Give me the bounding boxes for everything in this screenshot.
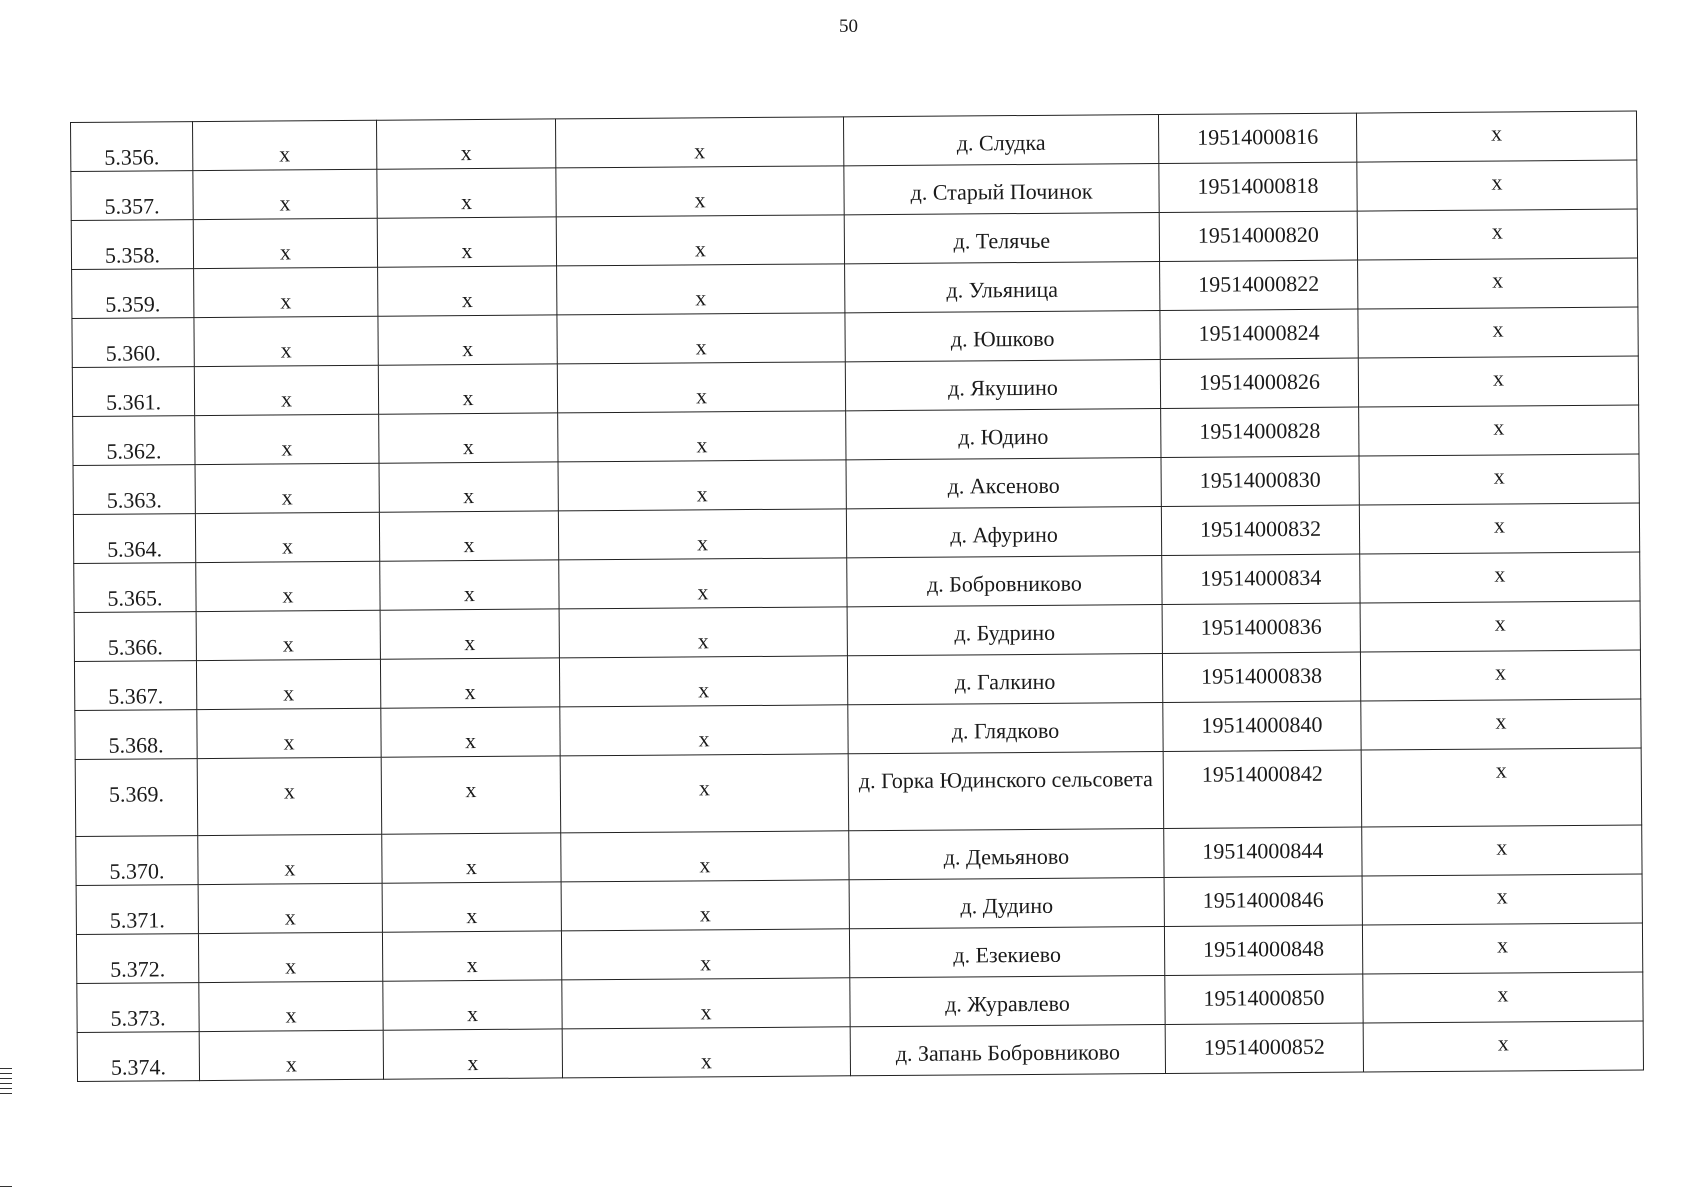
oktmo-code-cell-text: 19514000836	[1200, 613, 1322, 640]
column-2-cell	[198, 932, 382, 982]
column-7-cell	[1360, 601, 1640, 652]
row-number-cell-text: 5.374.	[110, 1054, 167, 1080]
column-3-cell-text: x	[466, 952, 478, 978]
column-4-cell-text: x	[698, 775, 710, 801]
row-number-cell	[73, 416, 195, 466]
column-2-cell-text: x	[281, 484, 293, 510]
column-2-cell-text: x	[279, 190, 291, 216]
oktmo-code-cell-text: 19514000842	[1201, 760, 1323, 787]
settlements-table-wrapper	[70, 111, 1643, 1082]
oktmo-code-cell	[1162, 554, 1360, 604]
column-3-cell-text: x	[467, 1050, 479, 1076]
column-2-cell	[193, 120, 377, 170]
column-4-cell-text: x	[700, 1048, 712, 1074]
settlement-name-cell	[848, 703, 1163, 754]
settlement-name-cell	[846, 458, 1161, 509]
column-2-cell-text: x	[282, 631, 294, 657]
column-4-cell-text: x	[699, 901, 711, 927]
column-2-cell	[196, 561, 380, 611]
column-4-cell	[558, 509, 846, 560]
column-4-cell-text: x	[695, 285, 707, 311]
column-7-cell-text: x	[1494, 659, 1507, 685]
column-3-cell	[379, 511, 558, 561]
column-3-cell-text: x	[463, 581, 476, 607]
row-number-cell	[72, 367, 194, 417]
row-number-cell	[74, 612, 196, 662]
table-body	[71, 111, 1644, 1081]
column-3-cell-text: x	[466, 1001, 479, 1027]
column-4-cell-text: x	[700, 999, 712, 1025]
column-3-cell-text: x	[461, 238, 473, 264]
settlement-name-cell-text: д. Юшково	[950, 325, 1055, 352]
column-3-cell-text: x	[464, 728, 477, 754]
row-number-cell	[74, 563, 196, 613]
column-7-cell-text: x	[1493, 414, 1505, 440]
settlement-name-cell	[846, 409, 1161, 460]
settlement-name-cell	[849, 926, 1164, 977]
column-4-cell	[556, 166, 844, 217]
column-3-cell	[381, 707, 560, 757]
column-2-cell	[196, 659, 380, 709]
margin-mark	[0, 1088, 12, 1089]
column-2-cell	[193, 218, 377, 268]
column-2-cell-text: x	[281, 435, 293, 461]
column-3-cell	[382, 882, 561, 932]
oktmo-code-cell-text: 19514000846	[1202, 886, 1324, 913]
page-number: 50	[839, 16, 858, 37]
column-2-cell-text: x	[284, 904, 296, 930]
settlement-name-cell	[845, 311, 1160, 362]
oktmo-code-cell-text: 19514000820	[1197, 221, 1319, 248]
row-number-cell	[74, 661, 196, 711]
oktmo-code-cell	[1159, 211, 1357, 261]
column-2-cell	[199, 1030, 383, 1080]
settlement-name-cell	[847, 556, 1162, 607]
column-3-cell	[378, 364, 557, 414]
column-7-cell-text: x	[1493, 512, 1506, 538]
settlement-name-cell	[850, 975, 1165, 1026]
column-7-cell	[1361, 699, 1641, 750]
oktmo-code-cell	[1163, 701, 1361, 751]
column-3-cell	[378, 315, 557, 365]
oktmo-code-cell	[1162, 603, 1360, 653]
oktmo-code-cell	[1164, 827, 1362, 877]
oktmo-code-cell	[1164, 925, 1362, 975]
row-number-cell-text: 5.367.	[108, 683, 164, 709]
oktmo-code-cell-text: 19514000840	[1201, 711, 1323, 738]
oktmo-code-cell	[1162, 652, 1360, 702]
column-4-cell	[559, 656, 847, 707]
column-3-cell	[381, 756, 561, 834]
column-7-cell-text: x	[1491, 120, 1503, 146]
row-number-cell	[73, 514, 195, 564]
column-2-cell-text: x	[285, 953, 297, 979]
row-number-cell	[75, 759, 198, 837]
column-7-cell-text: x	[1495, 757, 1507, 783]
column-4-cell	[557, 362, 845, 413]
column-3-cell	[378, 266, 557, 316]
row-number-cell-text: 5.357.	[104, 193, 160, 219]
column-3-cell	[382, 833, 561, 883]
column-7-cell	[1357, 209, 1637, 260]
settlement-name-cell-text: д. Езекиево	[953, 941, 1062, 968]
row-number-cell	[72, 318, 194, 368]
oktmo-code-cell	[1158, 113, 1356, 163]
settlement-name-cell-text: д. Дудино	[960, 892, 1054, 919]
settlement-name-cell-text: д. Глядково	[951, 717, 1060, 744]
column-4-cell	[561, 929, 849, 980]
oktmo-code-cell	[1164, 876, 1362, 926]
column-4-cell	[557, 264, 845, 315]
column-7-cell	[1360, 650, 1640, 701]
oktmo-code-cell-text: 19514000852	[1203, 1033, 1325, 1060]
settlement-name-cell	[845, 262, 1160, 313]
settlement-name-cell-text: д. Бобровниково	[926, 570, 1082, 597]
column-7-cell-text: x	[1491, 169, 1503, 195]
column-7-cell	[1356, 111, 1636, 162]
row-number-cell-text: 5.373.	[110, 1005, 166, 1031]
settlement-name-cell-text: д. Аксеново	[947, 472, 1060, 499]
column-7-cell	[1358, 356, 1638, 407]
column-4-cell-text: x	[694, 187, 706, 213]
settlement-name-cell-text: д. Якушино	[948, 374, 1058, 401]
column-4-cell-text: x	[698, 677, 710, 703]
column-7-cell	[1362, 874, 1642, 925]
column-4-cell-text: x	[697, 530, 709, 556]
margin-mark	[0, 1073, 12, 1074]
oktmo-code-cell-text: 19514000834	[1200, 564, 1322, 591]
oktmo-code-cell-text: 19514000832	[1199, 515, 1322, 542]
settlement-name-cell-text: д. Горка Юдинского сельсовета	[858, 766, 1153, 794]
column-2-cell	[198, 834, 382, 884]
row-number-cell-text: 5.368.	[108, 732, 164, 758]
column-7-cell	[1362, 923, 1642, 974]
settlement-name-cell	[849, 829, 1164, 880]
column-3-cell-text: x	[460, 140, 472, 166]
settlement-name-cell-text: д. Галкино	[954, 668, 1056, 695]
column-3-cell-text: x	[466, 903, 478, 929]
row-number-cell-text: 5.360.	[105, 340, 161, 366]
column-4-cell-text: x	[694, 138, 706, 164]
column-4-cell-text: x	[695, 383, 708, 409]
settlements-table	[70, 111, 1644, 1082]
column-4-cell-text: x	[697, 628, 709, 654]
column-7-cell-text: x	[1493, 463, 1505, 489]
column-4-cell-text: x	[696, 481, 708, 507]
column-3-cell-text: x	[465, 777, 477, 803]
settlement-name-cell	[849, 878, 1164, 929]
column-7-cell-text: x	[1496, 834, 1508, 860]
row-number-cell	[71, 122, 193, 172]
column-7-cell	[1357, 160, 1637, 211]
column-2-cell	[196, 610, 380, 660]
column-2-cell-text: x	[279, 141, 291, 167]
column-4-cell	[561, 880, 849, 931]
column-2-cell-text: x	[283, 729, 295, 755]
column-7-cell	[1359, 405, 1639, 456]
column-2-cell-text: x	[283, 778, 296, 804]
column-3-cell	[380, 609, 559, 659]
oktmo-code-cell-text: 19514000818	[1197, 172, 1319, 199]
column-4-cell	[557, 313, 845, 364]
column-4-cell	[559, 607, 847, 658]
column-3-cell-text: x	[462, 434, 474, 460]
margin-mark	[0, 1068, 12, 1069]
column-7-cell-text: x	[1494, 561, 1506, 587]
row-number-cell	[76, 934, 198, 984]
oktmo-code-cell-text: 19514000822	[1198, 270, 1320, 297]
margin-mark	[0, 1093, 12, 1094]
column-2-cell-text: x	[283, 680, 295, 706]
settlement-name-cell	[847, 654, 1162, 705]
settlement-name-cell-text: д. Демьяново	[943, 843, 1070, 870]
row-number-cell	[77, 1032, 199, 1082]
margin-mark	[0, 1083, 12, 1084]
oktmo-code-cell-text: 19514000830	[1199, 466, 1321, 493]
column-2-cell-text: x	[285, 1002, 297, 1028]
row-number-cell-text: 5.371.	[109, 907, 165, 933]
column-7-cell-text: x	[1496, 883, 1508, 909]
column-3-cell	[379, 413, 558, 463]
column-7-cell	[1359, 503, 1639, 554]
row-number-cell-text: 5.370.	[109, 858, 165, 884]
column-4-cell	[558, 460, 846, 511]
column-2-cell	[195, 512, 379, 562]
column-2-cell	[194, 365, 378, 415]
settlement-name-cell-text: д. Запань Бобровниково	[895, 1039, 1120, 1066]
column-2-cell	[197, 708, 381, 758]
row-number-cell	[76, 885, 198, 935]
settlement-name-cell	[850, 1024, 1165, 1075]
row-number-cell-text: 5.372.	[110, 956, 166, 982]
column-7-cell	[1363, 1021, 1643, 1072]
column-7-cell-text: x	[1492, 267, 1504, 293]
column-3-cell	[380, 560, 559, 610]
oktmo-code-cell	[1161, 456, 1359, 506]
column-4-cell	[555, 117, 843, 168]
column-4-cell-text: x	[700, 950, 712, 976]
column-4-cell-text: x	[695, 334, 707, 360]
margin-mark	[0, 1186, 12, 1187]
column-7-cell	[1362, 825, 1642, 876]
column-3-cell	[377, 217, 556, 267]
oktmo-code-cell	[1161, 407, 1359, 457]
column-3-cell-text: x	[462, 385, 474, 411]
oktmo-code-cell-text: 19514000828	[1199, 417, 1321, 444]
oktmo-code-cell-text: 19514000844	[1202, 837, 1324, 864]
oktmo-code-cell-text: 19514000816	[1197, 123, 1319, 150]
settlement-name-cell	[848, 752, 1164, 831]
row-number-cell-text: 5.362.	[106, 438, 162, 464]
oktmo-code-cell	[1165, 974, 1363, 1024]
settlement-name-cell-text: д. Журавлево	[945, 990, 1070, 1017]
column-4-cell-text: x	[696, 432, 708, 458]
oktmo-code-cell-text: 19514000824	[1198, 319, 1320, 346]
column-2-cell-text: x	[284, 855, 296, 881]
oktmo-code-cell	[1165, 1023, 1363, 1073]
column-3-cell	[379, 462, 558, 512]
column-7-cell	[1361, 748, 1642, 827]
column-7-cell-text: x	[1497, 1030, 1509, 1056]
settlement-name-cell-text: д. Телячье	[953, 227, 1051, 254]
row-number-cell	[73, 465, 195, 515]
column-4-cell-text: x	[698, 726, 710, 752]
column-4-cell-text: x	[697, 579, 709, 605]
oktmo-code-cell	[1159, 162, 1357, 212]
row-number-cell-text: 5.366.	[107, 634, 163, 660]
column-7-cell	[1363, 972, 1643, 1023]
column-3-cell-text: x	[464, 679, 476, 705]
column-7-cell-text: x	[1497, 981, 1509, 1007]
settlement-name-cell	[845, 360, 1160, 411]
column-4-cell	[560, 705, 848, 756]
column-7-cell-text: x	[1492, 365, 1505, 391]
column-2-cell	[194, 316, 378, 366]
row-number-cell-text: 5.359.	[105, 291, 161, 317]
column-4-cell	[560, 754, 849, 833]
row-number-cell	[75, 710, 197, 760]
column-4-cell	[562, 978, 850, 1029]
oktmo-code-cell	[1160, 309, 1358, 359]
column-7-cell-text: x	[1492, 316, 1504, 342]
column-7-cell-text: x	[1494, 610, 1506, 636]
settlement-name-cell	[843, 115, 1158, 166]
column-3-cell-text: x	[463, 483, 475, 509]
column-7-cell	[1358, 307, 1638, 358]
column-2-cell-text: x	[285, 1051, 298, 1077]
column-3-cell	[376, 119, 555, 169]
row-number-cell	[71, 171, 193, 221]
column-2-cell-text: x	[280, 337, 292, 363]
column-2-cell-text: x	[282, 533, 294, 559]
column-7-cell	[1358, 258, 1638, 309]
margin-mark	[0, 1078, 12, 1079]
column-2-cell	[195, 463, 379, 513]
settlement-name-cell-text: д. Старый Починок	[910, 178, 1093, 205]
column-2-cell	[198, 883, 382, 933]
column-7-cell-text: x	[1491, 218, 1503, 244]
oktmo-code-cell-text: 19514000848	[1203, 935, 1325, 962]
settlement-name-cell	[847, 605, 1162, 656]
column-2-cell	[194, 267, 378, 317]
column-4-cell-text: x	[694, 236, 707, 262]
column-3-cell-text: x	[462, 336, 474, 362]
column-2-cell-text: x	[282, 582, 294, 608]
oktmo-code-cell-text: 19514000826	[1198, 368, 1321, 395]
column-4-cell	[561, 831, 849, 882]
column-2-cell	[193, 169, 377, 219]
column-2-cell-text: x	[280, 386, 293, 412]
row-number-cell-text: 5.364.	[107, 536, 163, 562]
row-number-cell-text: 5.365.	[107, 585, 163, 611]
column-3-cell	[377, 168, 556, 218]
column-2-cell	[199, 981, 383, 1031]
row-number-cell	[76, 836, 198, 886]
oktmo-code-cell	[1163, 750, 1362, 828]
column-3-cell-text: x	[465, 854, 478, 880]
row-number-cell-text: 5.361.	[105, 389, 162, 415]
column-3-cell	[383, 1029, 562, 1079]
oktmo-code-cell	[1161, 505, 1359, 555]
column-4-cell	[562, 1027, 850, 1078]
column-7-cell-text: x	[1495, 708, 1507, 734]
row-number-cell	[77, 983, 199, 1033]
table-row	[75, 748, 1642, 836]
settlement-name-cell-text: д. Ульяница	[946, 276, 1059, 303]
column-2-cell-text: x	[280, 288, 292, 314]
table-row	[77, 1021, 1643, 1081]
column-3-cell-text: x	[463, 532, 475, 558]
oktmo-code-cell-text: 19514000838	[1201, 662, 1323, 689]
column-2-cell	[195, 414, 379, 464]
column-3-cell	[380, 658, 559, 708]
oktmo-code-cell	[1160, 260, 1358, 310]
column-4-cell	[559, 558, 847, 609]
oktmo-code-cell-text: 19514000850	[1203, 984, 1325, 1011]
column-3-cell-text: x	[461, 189, 473, 215]
row-number-cell-text: 5.358.	[104, 242, 161, 268]
column-2-cell	[197, 757, 382, 835]
row-number-cell-text: 5.356.	[104, 144, 160, 170]
settlement-name-cell	[844, 213, 1159, 264]
column-4-cell	[558, 411, 846, 462]
row-number-cell	[72, 269, 194, 319]
settlement-name-cell-text: д. Слудка	[956, 129, 1046, 156]
settlement-name-cell-text: д. Юдино	[958, 423, 1049, 450]
column-7-cell	[1359, 454, 1639, 505]
column-3-cell	[382, 931, 561, 981]
column-3-cell-text: x	[461, 287, 473, 313]
settlement-name-cell	[844, 164, 1159, 215]
settlement-name-cell-text: д. Афурино	[950, 521, 1058, 548]
column-2-cell-text: x	[279, 239, 292, 265]
column-4-cell	[556, 215, 844, 266]
column-3-cell	[383, 980, 562, 1030]
row-number-cell	[71, 220, 193, 270]
settlement-name-cell-text: д. Будрино	[954, 619, 1056, 646]
column-7-cell-text: x	[1496, 932, 1509, 958]
column-4-cell-text: x	[699, 852, 711, 878]
column-3-cell-text: x	[464, 630, 476, 656]
oktmo-code-cell	[1160, 358, 1358, 408]
row-number-cell-text: 5.369.	[108, 781, 165, 807]
column-7-cell	[1360, 552, 1640, 603]
settlement-name-cell	[846, 507, 1161, 558]
row-number-cell-text: 5.363.	[106, 487, 162, 513]
